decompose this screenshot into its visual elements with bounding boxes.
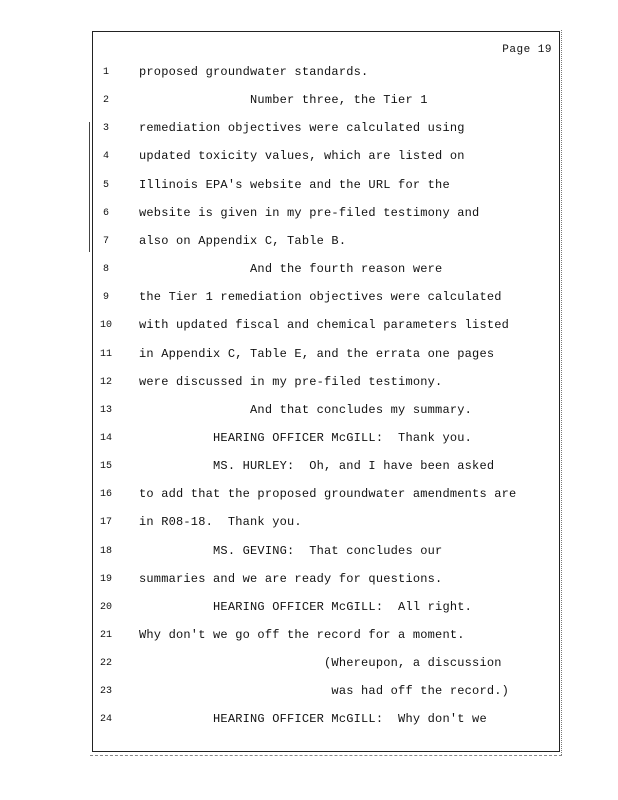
line-text: remediation objectives were calculated using <box>139 121 465 136</box>
line-number: 5 <box>102 179 109 191</box>
transcript-line <box>0 599 618 619</box>
bottom-rule <box>90 755 562 757</box>
line-text: MS. GEVING: That concludes our <box>139 543 443 558</box>
line-text: also on Appendix C, Table B. <box>139 233 347 248</box>
line-number: 21 <box>99 630 112 641</box>
line-text: MS. HURLEY: Oh, and I have been asked <box>139 459 495 474</box>
line-text: proposed groundwater standards. <box>139 65 369 79</box>
line-text: And that concludes my summary. <box>139 402 473 417</box>
transcript-line <box>0 120 618 140</box>
transcript-line <box>0 177 618 197</box>
line-number: 9 <box>102 292 109 304</box>
transcript-line <box>0 64 618 84</box>
line-number: 10 <box>99 320 112 332</box>
line-number: 14 <box>99 432 112 444</box>
line-text: website is given in my pre-filed testimony and <box>139 205 480 220</box>
line-number: 1 <box>102 67 109 78</box>
line-number: 13 <box>99 404 112 416</box>
line-text: in R08-18. Thank you. <box>139 515 302 530</box>
transcript-line <box>0 261 618 281</box>
line-text: in Appendix C, Table E, and the errata one pages <box>139 346 495 361</box>
line-text: Illinois EPA's website and the URL for the <box>139 177 450 192</box>
line-number: 15 <box>99 461 112 473</box>
line-text: was had off the record.) <box>139 684 510 699</box>
transcript-line <box>0 711 618 731</box>
line-text: HEARING OFFICER McGILL: All right. <box>139 599 473 614</box>
line-number: 3 <box>102 123 109 135</box>
line-number: 18 <box>99 545 112 557</box>
line-number: 22 <box>99 658 112 670</box>
line-text: with updated fiscal and chemical parameters listed <box>139 318 510 333</box>
line-number: 4 <box>102 151 109 163</box>
line-number: 24 <box>99 714 112 726</box>
line-text: And the fourth reason were <box>139 262 443 277</box>
transcript-line <box>0 486 618 506</box>
transcript-line <box>0 627 618 647</box>
line-text: (Whereupon, a discussion <box>139 656 502 671</box>
transcript-line <box>0 655 618 675</box>
line-text: HEARING OFFICER McGILL: Thank you. <box>139 430 473 445</box>
transcript-line <box>0 346 618 366</box>
line-number: 11 <box>99 348 112 360</box>
line-number: 7 <box>102 235 109 247</box>
transcript-line <box>0 430 618 450</box>
line-number: 8 <box>102 264 109 276</box>
transcript-line <box>0 402 618 422</box>
line-text: Why don't we go off the record for a moment. <box>139 628 465 642</box>
line-text: the Tier 1 remediation objectives were calculated <box>139 290 502 305</box>
line-text: HEARING OFFICER McGILL: Why don't we <box>139 712 487 727</box>
line-text: to add that the proposed groundwater amendments are <box>139 487 517 502</box>
line-text: Number three, the Tier 1 <box>139 93 428 108</box>
line-number: 16 <box>99 489 112 501</box>
transcript-line <box>0 289 618 309</box>
line-number: 12 <box>99 376 112 388</box>
transcript-line <box>0 514 618 534</box>
line-text: summaries and we are ready for questions. <box>139 571 443 586</box>
transcript-line <box>0 683 618 703</box>
line-number: 19 <box>99 573 112 585</box>
transcript-line <box>0 205 618 225</box>
line-number: 2 <box>102 95 109 107</box>
transcript-line <box>0 571 618 591</box>
transcript-line <box>0 92 618 112</box>
transcript-line <box>0 374 618 394</box>
line-text: updated toxicity values, which are listed on <box>139 149 465 164</box>
line-number: 20 <box>99 601 112 613</box>
transcript-line <box>0 543 618 563</box>
line-number: 17 <box>99 517 112 529</box>
transcript-line <box>0 233 618 253</box>
line-text: were discussed in my pre-filed testimony. <box>139 374 443 389</box>
transcript-line <box>0 148 618 168</box>
transcript-line <box>0 458 618 478</box>
line-number: 6 <box>102 207 109 219</box>
transcript-line <box>0 317 618 337</box>
line-number: 23 <box>99 686 112 698</box>
page-number: Page 19 <box>502 44 552 56</box>
